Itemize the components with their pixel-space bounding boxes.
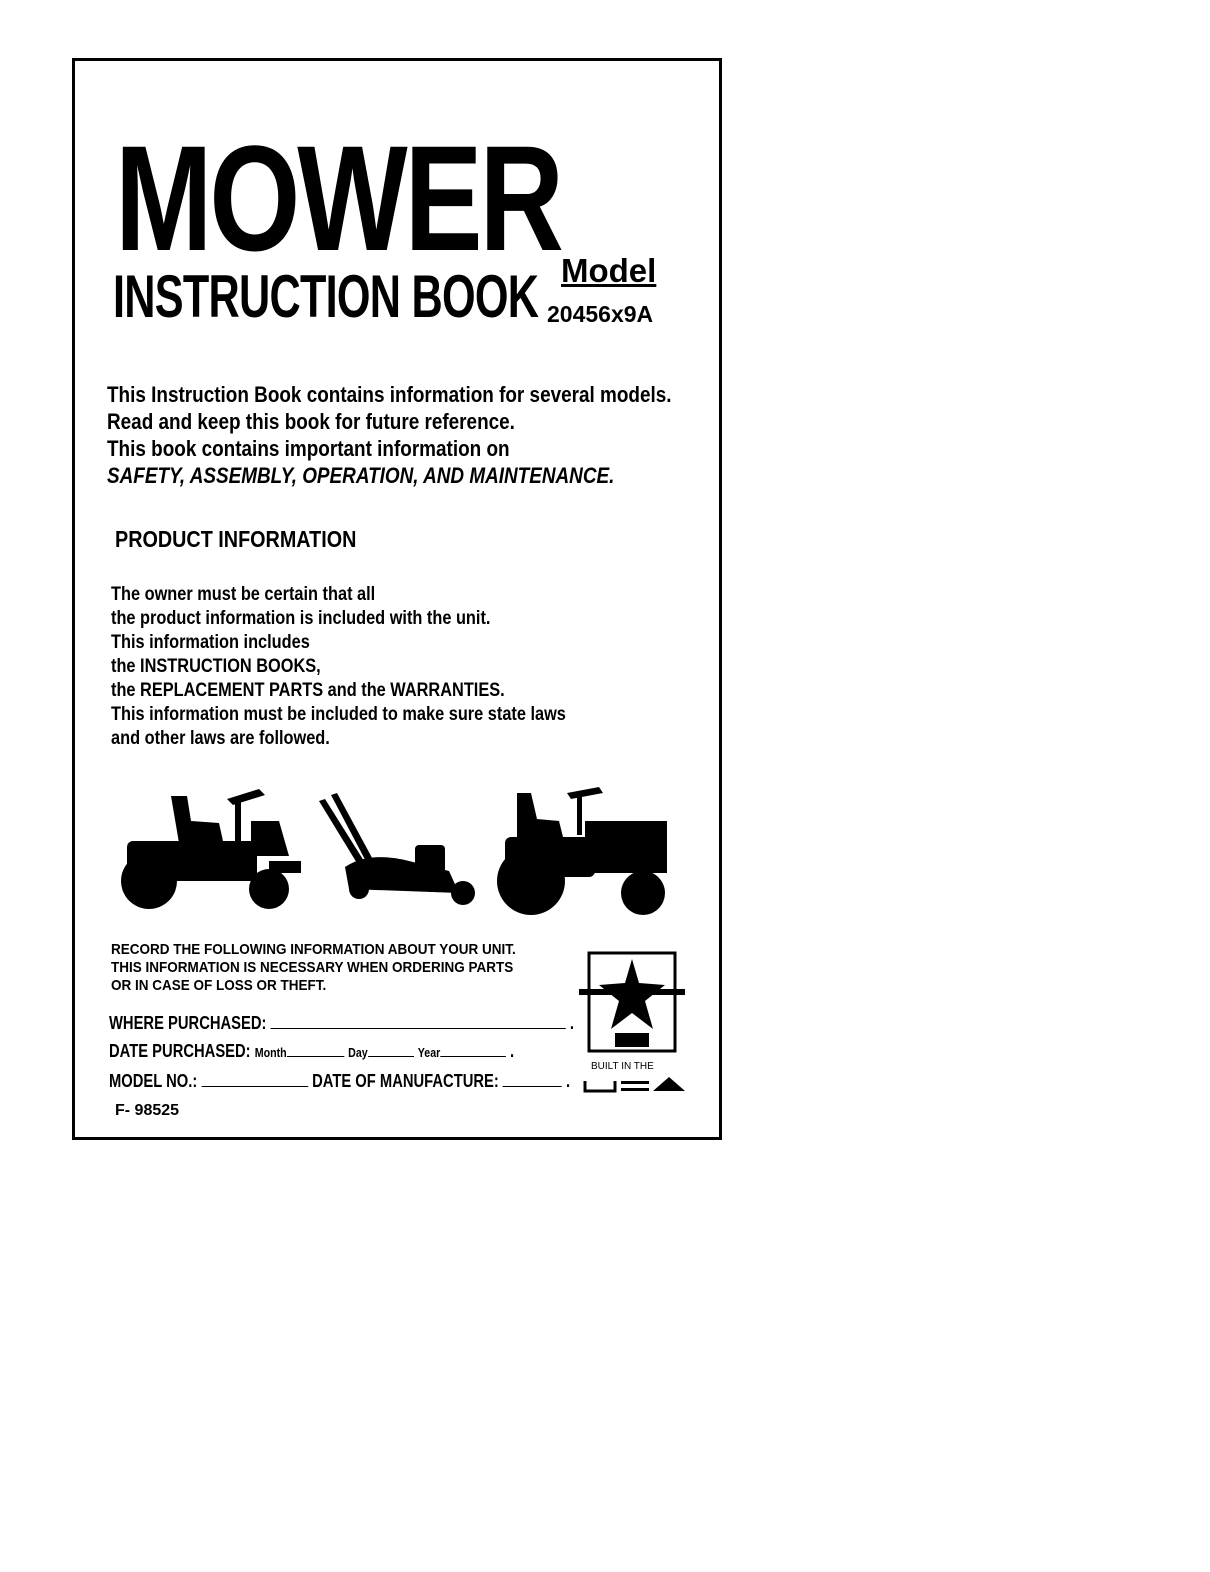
where-purchased-label: WHERE PURCHASED:	[109, 1013, 267, 1033]
month-blank[interactable]	[287, 1042, 344, 1057]
riding-mower-silhouette	[121, 789, 301, 909]
product-information-text	[111, 583, 566, 751]
period: .	[569, 1013, 574, 1033]
record-line: THIS INFORMATION IS NECESSARY WHEN ORDERING PARTS	[111, 959, 514, 976]
record-fields	[109, 1009, 574, 1095]
cover-subtitle: INSTRUCTION BOOK	[113, 263, 539, 330]
intro-text	[107, 381, 672, 489]
product-info-line: The owner must be certain that all	[111, 584, 376, 605]
where-purchased-row	[109, 1009, 574, 1037]
year-blank[interactable]	[440, 1042, 506, 1057]
period: .	[566, 1071, 571, 1091]
where-purchased-blank[interactable]	[271, 1014, 566, 1029]
model-no-row	[109, 1067, 574, 1095]
record-instructions	[111, 941, 516, 995]
date-purchased-row	[109, 1037, 574, 1067]
date-of-manufacture-blank[interactable]	[503, 1072, 562, 1087]
intro-line-2: Read and keep this book for future reference.	[107, 409, 515, 434]
date-purchased-label: DATE PURCHASED:	[109, 1041, 251, 1061]
period: .	[510, 1041, 515, 1061]
product-info-line: the REPLACEMENT PARTS and the WARRANTIES.	[111, 680, 505, 701]
cover-title: MOWER	[115, 114, 561, 282]
product-info-line: This information must be included to make sure state laws	[111, 704, 566, 725]
form-number: F- 98525	[115, 1102, 180, 1119]
model-number: 20456x9A	[547, 301, 654, 327]
product-info-line: the product information is included with the unit.	[111, 608, 491, 629]
intro-line-1: This Instruction Book contains information for several models.	[107, 382, 672, 407]
mower-silhouettes	[119, 781, 679, 921]
model-no-blank[interactable]	[201, 1072, 308, 1087]
date-of-manufacture-label: DATE OF MANUFACTURE:	[312, 1071, 499, 1091]
model-no-label: MODEL NO.:	[109, 1071, 198, 1091]
product-info-line: and other laws are followed.	[111, 728, 330, 749]
model-label: Model	[561, 252, 657, 289]
record-line: RECORD THE FOLLOWING INFORMATION ABOUT YOUR UNIT.	[111, 941, 516, 958]
intro-line-3: This book contains important information on	[107, 436, 510, 461]
day-blank[interactable]	[368, 1042, 414, 1057]
intro-line-4: SAFETY, ASSEMBLY, OPERATION, AND MAINTENANCE.	[107, 463, 615, 488]
record-line: OR IN CASE OF LOSS OR THEFT.	[111, 977, 327, 994]
built-in-caption: BUILT IN THE	[591, 1061, 654, 1072]
lawn-tractor-silhouette	[497, 787, 667, 915]
push-mower-silhouette	[319, 793, 475, 905]
product-info-line: This information includes	[111, 632, 310, 653]
product-information-heading: PRODUCT INFORMATION	[115, 526, 357, 552]
star-emblem-icon	[579, 959, 685, 1047]
year-label: Year	[417, 1045, 441, 1060]
month-label: Month	[254, 1045, 287, 1060]
cover-page-frame	[72, 58, 722, 1140]
day-label: Day	[348, 1045, 368, 1060]
product-info-line: the INSTRUCTION BOOKS,	[111, 656, 321, 677]
